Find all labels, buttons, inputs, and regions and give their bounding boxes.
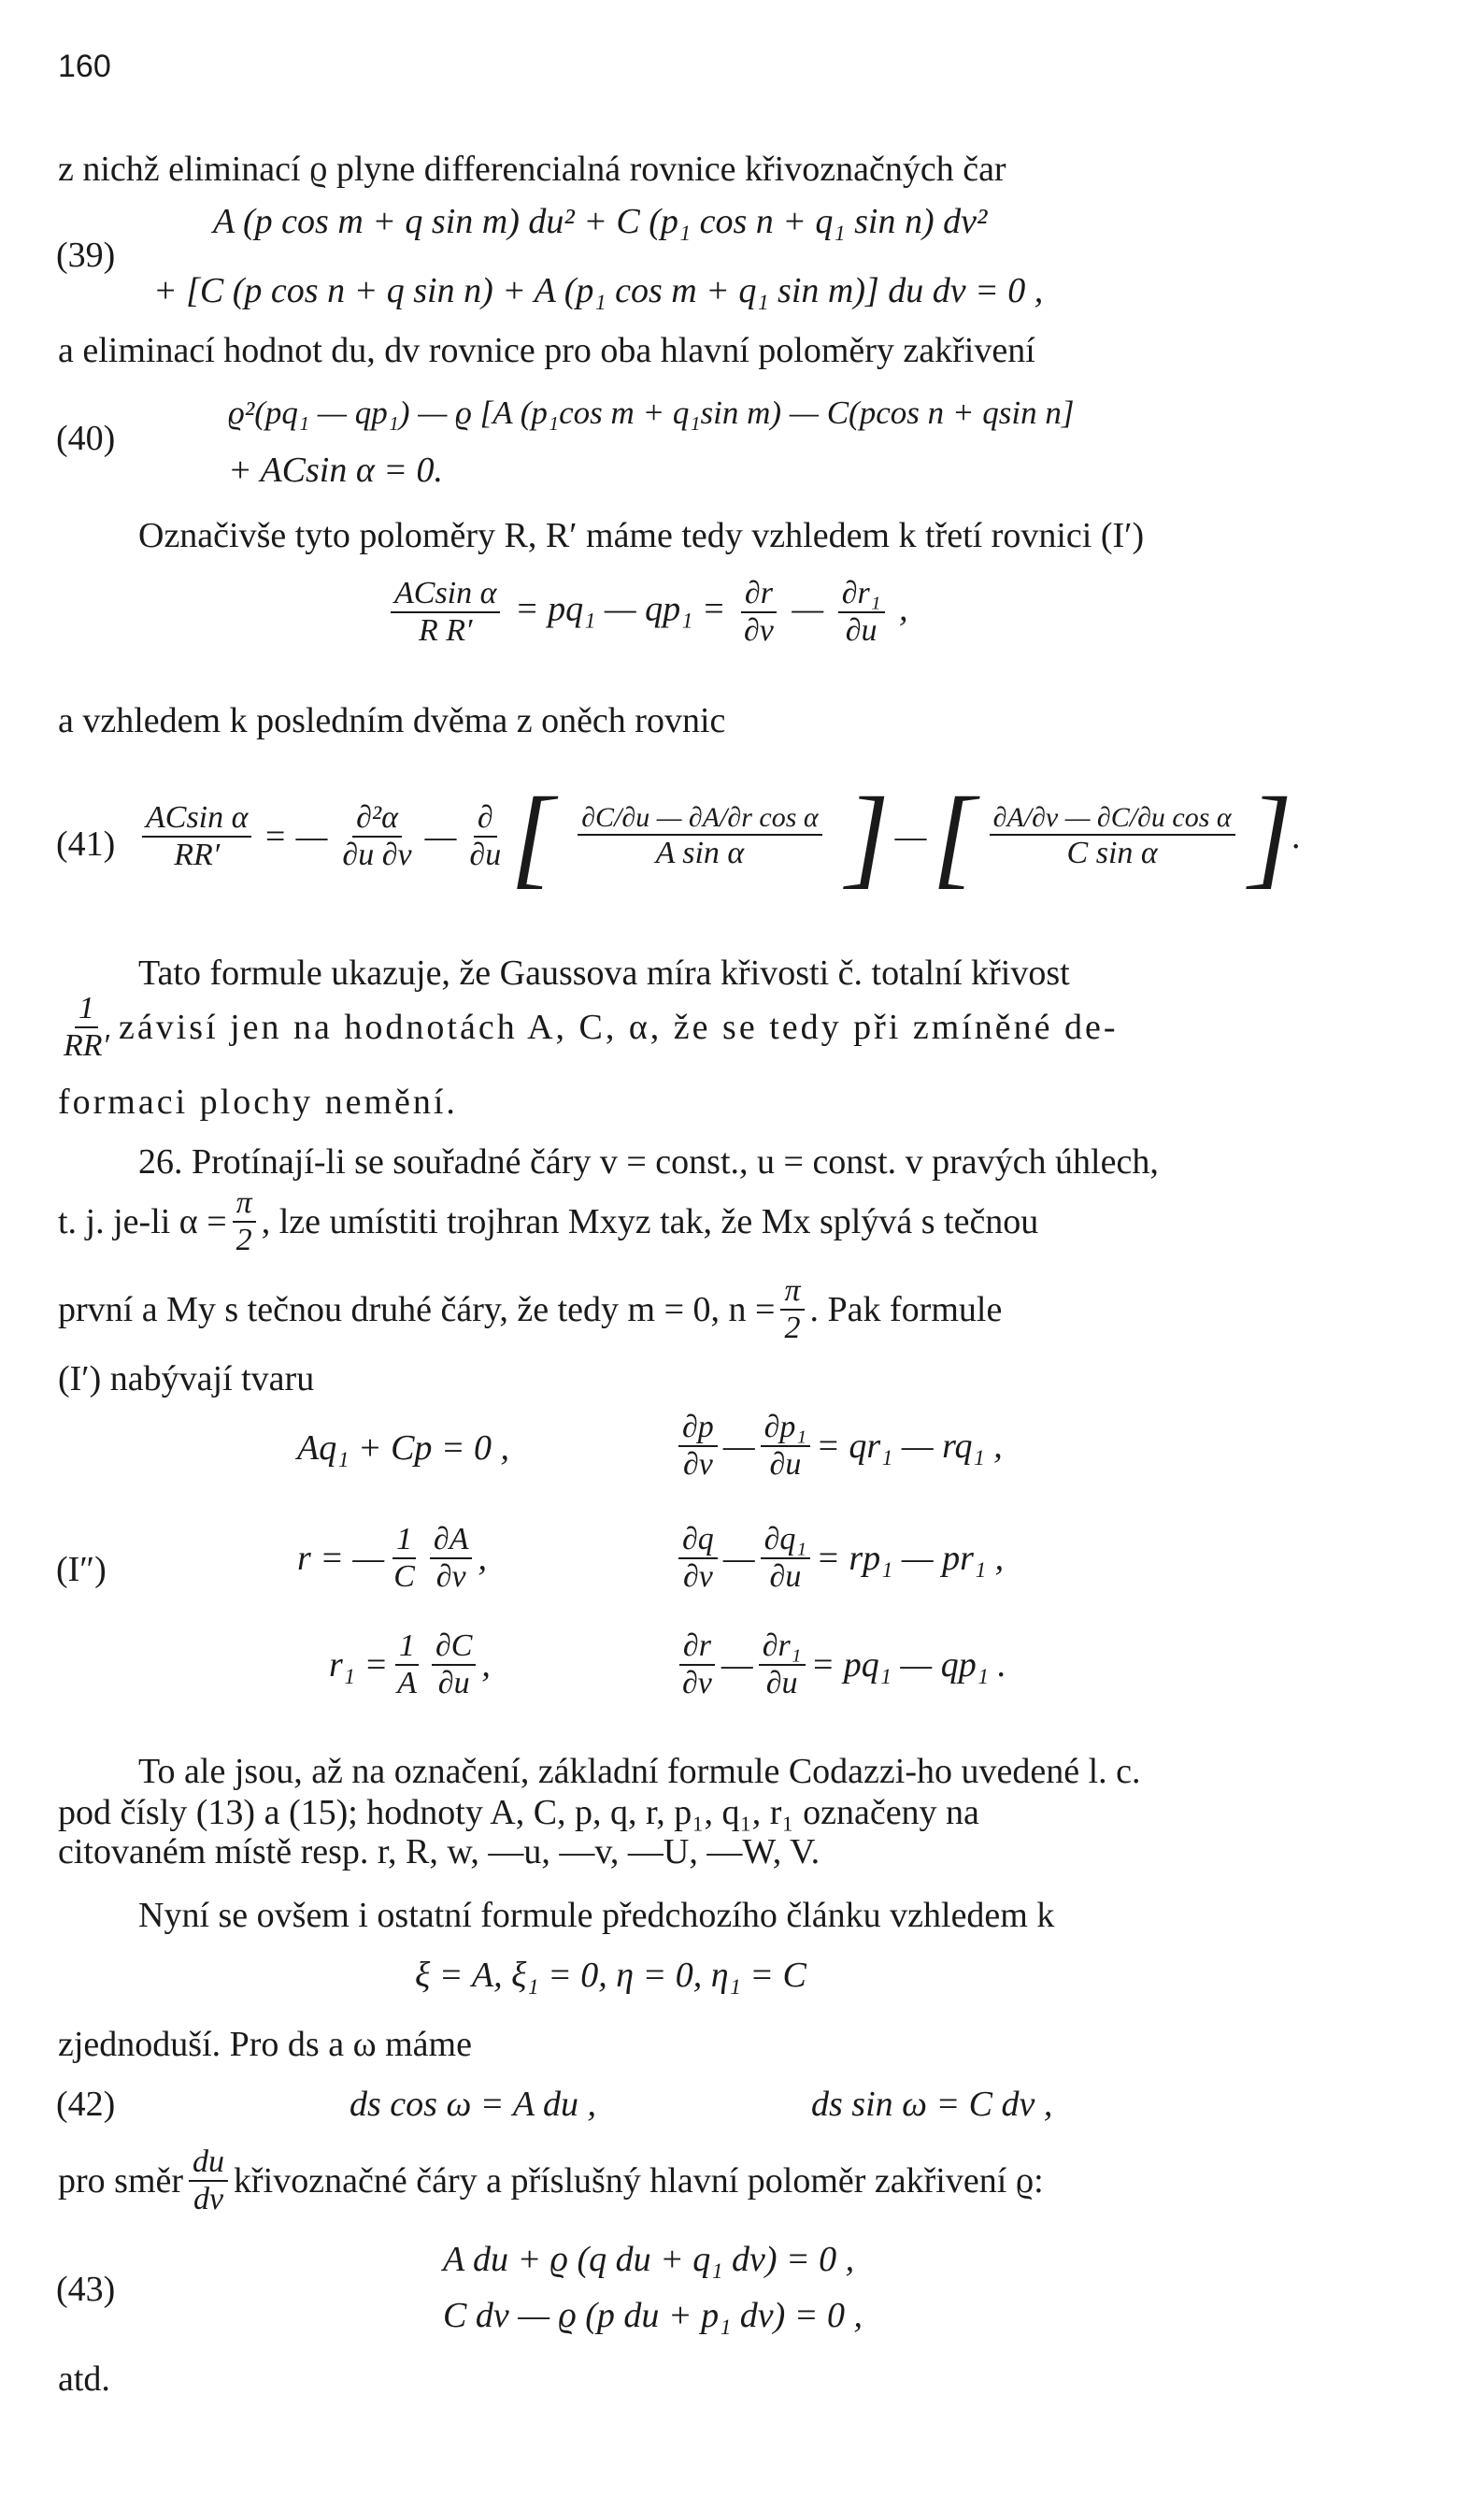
fraction: $\frac{\text{ACsin α}}{\text{R R′}}$ <box>391 578 500 647</box>
paragraph-26-line3: první a My s tečnou druhé čáry, že tedy m = 0, n = $\frac{\pi}{2}$ . Pak formule <box>58 1273 1003 1345</box>
system-row3-right: $\frac{\partial r}{\partial v}$ — $\frac{\text{∂r₁}}{\partial u}$ = pq₁ — qp₁ . <box>673 1630 1006 1699</box>
fraction: $\frac{\text{ACsin α}}{RR'}$ <box>142 802 251 871</box>
curvature-equation: $\frac{\text{ACsin α}}{\text{R R′}}$ = pq₁ — qp₁ = $\frac{\partial r}{\partial v}$ — $\frac{\text{∂r₁}}{\partial u}$ , <box>385 578 908 647</box>
paragraph-oznacivse: Označivše tyto poloměry R, R′ máme tedy vzhledem k třetí rovnici (I′) <box>138 516 1145 555</box>
intro-text: z nichž eliminací ϱ plyne differencialná rovnice křivoznačných čar <box>58 150 1006 189</box>
equation-number-I-double-prime: (I″) <box>56 1550 107 1589</box>
fraction: $\frac{\text{∂r₁}}{\partial u}$ <box>759 1630 806 1699</box>
equation-number-41: (41) <box>56 824 116 864</box>
equation-number-40: (40) <box>56 419 116 458</box>
fraction: $\frac{\text{∂²α}}{\partial u \partial v}$ <box>342 800 412 872</box>
fraction: $\frac{\pi}{2}$ <box>780 1275 804 1344</box>
fraction: $\frac{\text{∂p₁}}{\partial u}$ <box>761 1412 811 1481</box>
system-row2-right: $\frac{\partial q}{\partial v}$ — $\frac{\text{∂q₁}}{\partial u}$ = rp₁ — pr₁ , <box>673 1524 1004 1593</box>
paragraph-tato-line2: $\frac{1}{RR'}$ závisí jen na hodnotách A, C, α, že se tedy při zmíněné de- <box>54 993 1119 1062</box>
fraction: $\frac{\partial r}{\partial v}$ <box>678 1630 716 1699</box>
system-row2-left: r = — $\frac{1}{C}$ $\frac{\partial A}{\partial v}$ , <box>297 1522 487 1594</box>
paragraph-to-line3: citovaném místě resp. r, R, w, —u, —v, —U, —W, V. <box>58 1832 820 1871</box>
system-row3-left: r₁ = $\frac{1}{A}$ $\frac{\partial C}{\partial u}$ , <box>329 1628 491 1700</box>
paragraph-26-line4: (I′) nabývají tvaru <box>58 1359 315 1398</box>
equation-43-line1: A du + ϱ (q du + q₁ dv) = 0 , <box>443 2240 855 2279</box>
bracket-fraction-1: $\frac{\text{∂C/∂u — ∂A/∂r cos α}}{\text{A sin α}}$ <box>560 804 840 869</box>
equation-number-43: (43) <box>56 2270 116 2309</box>
fraction: $\frac{\text{∂q₁}}{\partial u}$ <box>761 1524 811 1593</box>
fraction: $\frac{1}{A}$ <box>393 1630 421 1699</box>
fraction: $\frac{\pi}{2}$ <box>233 1187 256 1256</box>
paragraph-nyni: Nyní se ovšem i ostatní formule předchozího článku vzhledem k <box>138 1896 1055 1935</box>
system-row1-left: Aq₁ + Cp = 0 , <box>297 1428 510 1468</box>
fraction: $\frac{\partial A}{\partial v}$ <box>430 1524 473 1593</box>
equation-39-line2: + [C (p cos n + q sin n) + A (p₁ cos m + q₁ sin m)] du dv = 0 , <box>153 271 1044 310</box>
equation-number-42: (42) <box>56 2085 116 2124</box>
equation-42-left: ds cos ω = A du , <box>350 2085 596 2124</box>
fraction: $\frac{\partial p}{\partial v}$ <box>678 1412 718 1481</box>
fraction: $\frac{\partial}{\partial u}$ <box>469 800 502 872</box>
fraction: $\frac{\partial C}{\partial u}$ <box>432 1630 476 1699</box>
paragraph-after-39: a eliminací hodnot du, dv rovnice pro oba hlavní poloměry zakřivení <box>58 331 1035 370</box>
page-number: 160 <box>58 49 111 84</box>
system-row1-right: $\frac{\partial p}{\partial v}$ — $\frac{\text{∂p₁}}{\partial u}$ = qr₁ — rq₁ , <box>673 1412 1003 1481</box>
equation-40-line1: ϱ²(pq₁ — qp₁) — ϱ [A (p₁cos m + q₁sin m) — C(pcos n + qsin n] <box>228 394 1075 431</box>
equation-41: $\frac{\text{ACsin α}}{RR'}$ = — $\frac{\text{∂²α}}{\partial u \partial v}$ — $\frac{\partial}{\partial u}$ [ $\frac{\text{∂C/∂u — ∂A/∂r cos α}}{\text{A sin α}}$ ] — [ $\frac{\text{∂A/∂v — ∂C/∂u cos α}}{\text{C sin α}}$ ] . <box>136 767 1301 907</box>
paragraph-tato-line3: formaci plochy nemění. <box>58 1082 458 1122</box>
bracket-fraction-2: $\frac{\text{∂A/∂v — ∂C/∂u cos α}}{\text{C sin α}}$ <box>981 804 1243 869</box>
equation-39-line1: A (p cos m + q sin m) du² + C (p₁ cos n + q₁ sin n) dv² <box>213 202 988 241</box>
fraction: $\frac{du}{dv}$ <box>189 2146 228 2215</box>
fraction: $\frac{\text{∂r₁}}{\partial u}$ <box>838 578 885 647</box>
paragraph-tato-line1: Tato formule ukazuje, že Gaussova míra křivosti č. totalní křivost <box>138 953 1070 993</box>
fraction: $\frac{1}{RR'}$ <box>64 991 109 1063</box>
fraction: $\frac{\partial q}{\partial v}$ <box>678 1524 718 1593</box>
equation-number-39: (39) <box>56 236 116 275</box>
paragraph-26-line2: t. j. je-li α = $\frac{\pi}{2}$ , lze umístiti trojhran Mxyz tak, že Mx splývá s tečnou <box>58 1185 1039 1257</box>
fraction: $\frac{1}{C}$ <box>393 1522 415 1594</box>
closing-atd: atd. <box>58 2359 110 2399</box>
fraction: $\frac{\partial r}{\partial v}$ <box>740 578 778 647</box>
equation-40-line2: + ACsin α = 0. <box>228 451 443 490</box>
equation-42-right: ds sin ω = C dv , <box>811 2085 1053 2124</box>
paragraph-26-line1: 26. Protínají-li se souřadné čáry v = const., u = const. v pravých úhlech, <box>138 1142 1159 1182</box>
paragraph-zjednodusi: zjednoduší. Pro ds a ω máme <box>58 2025 472 2064</box>
equation-xi: ξ = A, ξ₁ = 0, η = 0, η₁ = C <box>415 1956 806 1995</box>
paragraph-to-line1: To ale jsou, až na označení, základní formule Codazzi-ho uvedené l. c. <box>138 1752 1141 1791</box>
paragraph-smer: pro směr $\frac{du}{dv}$ křivoznačné čáry a příslušný hlavní poloměr zakřivení ϱ: <box>58 2144 1044 2216</box>
paragraph-to-line2: pod čísly (13) a (15); hodnoty A, C, p, q, r, p₁, q₁, r₁ označeny na <box>58 1793 979 1832</box>
paragraph-vzhledem: a vzhledem k posledním dvěma z oněch rovnic <box>58 701 726 740</box>
equation-43-line2: C dv — ϱ (p du + p₁ dv) = 0 , <box>443 2296 863 2335</box>
